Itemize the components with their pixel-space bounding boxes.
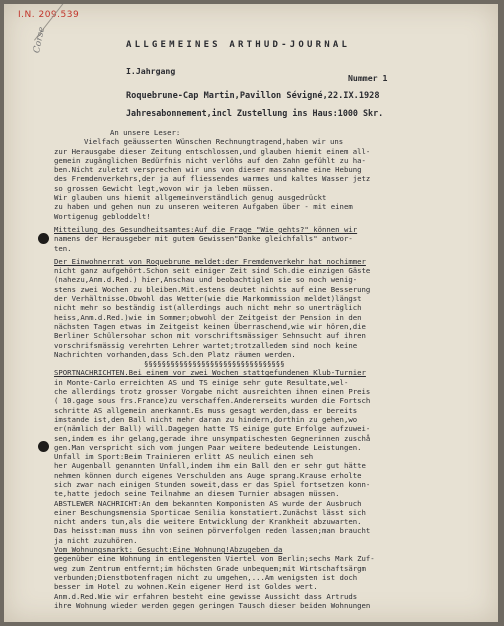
text-line: Unfall im Sport:Beim Trainieren erlitt AS neulich einen seh xyxy=(54,452,314,462)
text-line: Vom Wohnungsmarkt: Gesucht:Eine Wohnung!Abzugeben da xyxy=(54,545,283,555)
text-line: Berliner Schülersohar schon mit vorschriftsmässiger Sehnsucht auf ihren xyxy=(54,331,366,341)
sports-news xyxy=(54,368,484,545)
housing-market-notice xyxy=(54,545,484,610)
text-line: nächsten Tagen etwas im Zeitgeist keinen Überraschend,wie wir hören,die xyxy=(54,321,366,331)
text-line: Mitteilung des Gesundheitsamtes:Auf die Frage "Wie gehts?" können wir xyxy=(54,224,358,234)
text-line: gen.Man verspricht sich vom jungen Paar weitere bedeutende Leistungen. xyxy=(54,442,362,452)
text-line: sen,indem es ihr gelang,gerade ihre unsympatischesten Gegnerinnen zuschå xyxy=(54,433,371,443)
text-line: ja nicht zuzuhören. xyxy=(54,535,138,545)
text-line: ABSTLEWER NACHRICHT:An dem bekannten Komponisten AS wurde der Ausbruch xyxy=(54,498,362,508)
text-line: ihre Wohnung wieder werden gegen geringen Tausch dieser beiden Wohnungen xyxy=(54,600,371,610)
text-line: sich zwar nach einigen Stunden soweit,dass er das Spiel fortsetzen konn- xyxy=(54,479,371,489)
text-line: des Fremdenverkehrs,der ja auf fliessendes warmes und kaltes Wasser jetz xyxy=(54,174,371,184)
text-line: stens zwei Wochen zu bleiben.Mit.estens deutet nichts auf eine Besserung xyxy=(54,284,371,294)
text-line: Nachrichten vorhanden,dass Sch.den Platz räumen werden. xyxy=(54,349,296,359)
text-line: so grossen Gewicht legt,wovon wir ja leben müssen. xyxy=(54,183,274,193)
text-line: ten. xyxy=(54,243,72,253)
text-line: (nahezu,Anm.d.Red.) hier,Anschau und beobachtiglen sie so noch wenig- xyxy=(54,275,358,285)
text-line: ben.Nicht zuletzt versprechen wir uns von dieser massnahme eine Hebung xyxy=(54,165,362,175)
text-line: imstande ist,den Ball nicht mehr daran zu hindern,dorthin zu gehen,wo xyxy=(54,414,358,424)
text-line: Wortigenug gebloddelt! xyxy=(54,211,151,221)
text-line: Der Einwohnerrat von Roquebrune meldet:der Fremdenverkehr hat nochimmer xyxy=(54,256,366,266)
health-office-notice xyxy=(54,225,484,253)
subscription-line: Jahresabonnement,incl Zustellung ins Haus:1000 Skr. xyxy=(126,108,384,118)
pencil-annotation: Corse xyxy=(32,26,48,55)
text-line: che allerdings trotz grosser Vorgabe nicht ausreichten ihnen einen Preis xyxy=(54,387,371,397)
text-line: nicht ganz aufgehört.Schon seit einiger Zeit sind Sch.die einzigen Gäste xyxy=(54,266,371,276)
residents-council-notice xyxy=(54,257,484,359)
text-line: schritte AS allgemein anerkannt.Es muss gesagt werden,dass er bereits xyxy=(54,405,358,415)
archive-number-stamp: I.N. 209.539 xyxy=(18,10,80,20)
text-line: zur Herausgabe dieser Zeitung entschlossen,und glauben hiemit einem all- xyxy=(54,146,371,156)
section-separator: §§§§§§§§§§§§§§§§§§§§§§§§§§§§§§§§ xyxy=(144,359,285,369)
text-line: nicht mehr so beständig ist(allerdings auch nicht mehr so unerträglich xyxy=(54,303,362,313)
intro-paragraph xyxy=(54,137,484,221)
text-line: vorschrifsmässig verehrten Lehrer wartet;trotzalledem sind noch keine xyxy=(54,340,358,350)
journal-masthead: ALLGEMEINES ARTHUD-JOURNAL xyxy=(126,40,351,50)
text-line: in Monte-Carlo erreichten AS und TS einige sehr gute Resultate,wel- xyxy=(54,377,349,387)
issue-label: Nummer 1 xyxy=(348,73,388,83)
text-line: weg zum Zentrum entfernt;im höchsten Grade unbequem;mit Wirtschaftsärgm xyxy=(54,563,366,573)
text-line: namens der Herausgeber mit gutem Gewissen"Danke gleichfalls" antwor- xyxy=(54,234,353,244)
text-line: nicht anders tun,als die weitere Entwicklung der Krankheit abzuwarten. xyxy=(54,517,362,527)
text-line: Vielfach geäusserten Wünschen Rechnungtragend,haben wir uns xyxy=(84,137,344,147)
punch-hole-top xyxy=(38,233,49,244)
text-line: verbunden;Dienstbotenfragen nicht zu umgehen,...Am wenigsten ist doch xyxy=(54,572,358,582)
year-label: I.Jahrgang xyxy=(126,66,176,76)
text-line: Anm.d.Red.Wie wir erfahren besteht eine gewisse Aussicht dass Artruds xyxy=(54,591,358,601)
text-line: SPORTNACHRICHTEN.Bei einem vor zwei Wochen stattgefundenen Klub-Turnier xyxy=(54,368,366,378)
text-line: ( 10.gage sous frs.France)zu verschaffen.Andererseits wurden die Fortsch xyxy=(54,396,371,406)
text-line: er(nämlich der Ball) will.Dagegen hatte TS einige gute Erfolge aufzuwei- xyxy=(54,424,371,434)
text-line: nehmen können durch eigenes Verschulden ans Auge sprang.Krause erholte xyxy=(54,470,362,480)
text-line: besser im Hotel zu wohnen.Kein eigener Herd ist Goldes wert. xyxy=(54,582,318,592)
text-line: gemein zugänglichen Bedürfnis nicht verlöhs auf den Zahn gefühlt zu ha- xyxy=(54,155,366,165)
text-line: Wir glauben uns hiemit allgemeinverständlich genug ausgedrückt xyxy=(54,193,327,203)
text-line: gegenüber eine Wohnung in entlegensten Viertel von Berlin;sechs Mark Zuf- xyxy=(54,554,375,564)
text-line: zu haben und gehen nun zu unseren weiteren Aufgaben über - mit einem xyxy=(54,202,353,212)
text-line: heiss,Anm.d.Red.)wie im Sommer;obwohl der Zeitgeist der Pension in den xyxy=(54,312,362,322)
place-date-line: Roquebrune-Cap Martin,Pavillon Sévigné,22.IX.1928 xyxy=(126,91,380,101)
punch-hole-bottom xyxy=(38,441,49,452)
text-line: einer Beschungsmensia Sporticae Senilia konstatiert.Zunächst lässt sich xyxy=(54,507,366,517)
salutation: An unsere Leser: xyxy=(110,128,181,137)
text-line: der Verhältnisse.Obwohl das Wetter(wie die Markommission meldet)längst xyxy=(54,294,362,304)
article-body xyxy=(54,128,484,610)
text-line: Das heisst:man muss ihn von seinen pörverfolgen reden lassen;man braucht xyxy=(54,526,371,536)
document-page xyxy=(4,4,498,622)
text-line: te,hatte jedoch seine Teilnahme an diesem Turnier absagen müssen. xyxy=(54,489,340,499)
text-line: her Augenball genannten Unfall,indem ihm ein Ball den er sehr gut hätte xyxy=(54,461,366,471)
